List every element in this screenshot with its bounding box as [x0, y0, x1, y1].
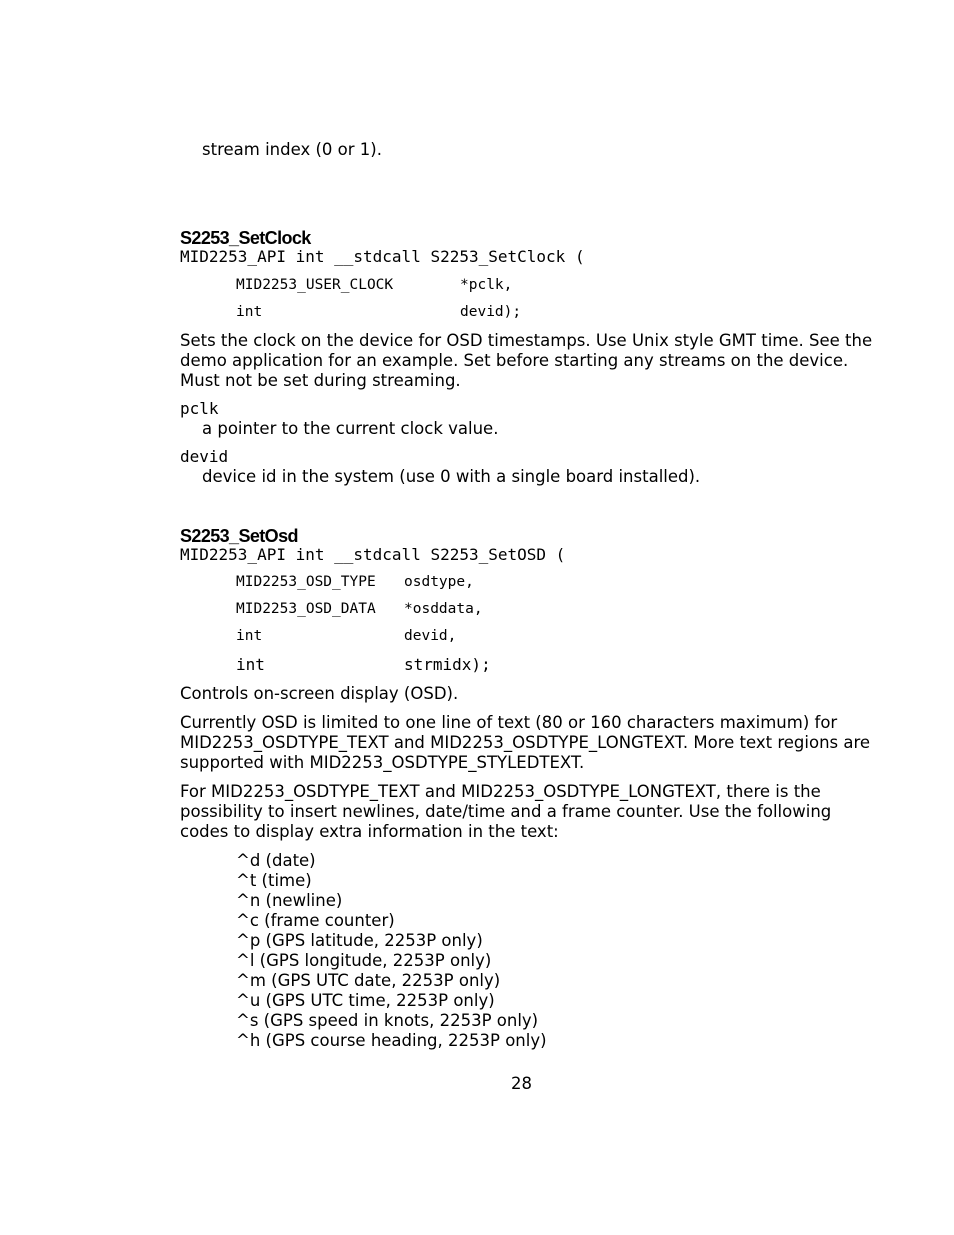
setclock-param-type: int [236, 304, 263, 320]
param-desc-devid: device id in the system (use 0 with a single board installed). [202, 467, 701, 486]
setclock-param-name: *pclk, [460, 277, 513, 293]
setclock-description: Sets the clock on the device for OSD timestamps. Use Unix style GMT time. See the demo application for an example. Set before starting any streams on the device. Must not be set during streaming. [180, 331, 873, 390]
param-name-devid: devid [180, 447, 229, 466]
setosd-param-type: MID2253_OSD_TYPE [236, 574, 376, 590]
setosd-para-1: Controls on-screen display (OSD). [180, 684, 459, 703]
page-number: 28 [511, 1074, 532, 1093]
osd-code-item: ^d (date) [236, 851, 316, 870]
osd-code-item: ^p (GPS latitude, 2253P only) [236, 931, 483, 950]
osd-codes-list [236, 851, 547, 1051]
continued-param-desc: stream index (0 or 1). [202, 140, 382, 159]
setosd-param-name: osdtype, [404, 574, 474, 590]
setosd-title: S2253_SetOsd [180, 526, 298, 546]
setclock-param-name: devid); [460, 304, 522, 320]
setosd-para-3: For MID2253_OSDTYPE_TEXT and MID2253_OSDTYPE_LONGTEXT, there is the possibility to insert newlines, date/time and a frame counter. Use the following codes to display extra information in the text: [180, 782, 832, 841]
osd-code-item: ^s (GPS speed in knots, 2253P only) [236, 1011, 539, 1030]
setclock-param-type: MID2253_USER_CLOCK [236, 277, 394, 293]
osd-code-item: ^c (frame counter) [236, 911, 395, 930]
osd-code-item: ^m (GPS UTC date, 2253P only) [236, 971, 501, 990]
osd-code-item: ^l (GPS longitude, 2253P only) [236, 951, 492, 970]
setosd-param-name: *osddata, [404, 601, 483, 617]
setosd-param-type: int [236, 655, 265, 674]
setosd-param-name: strmidx); [404, 655, 491, 674]
param-desc-pclk: a pointer to the current clock value. [202, 419, 499, 438]
setclock-title: S2253_SetClock [180, 228, 311, 248]
setosd-param-name: devid, [404, 628, 457, 644]
osd-code-item: ^n (newline) [236, 891, 343, 910]
setosd-param-type: MID2253_OSD_DATA [236, 601, 376, 617]
osd-code-item: ^t (time) [236, 871, 312, 890]
setclock-signature: MID2253_API int __stdcall S2253_SetClock ( [180, 247, 585, 266]
setosd-para-2: Currently OSD is limited to one line of text (80 or 160 characters maximum) for MID2253_OSDTYPE_TEXT and MID2253_OSDTYPE_LONGTEXT. More text regions are supported with MID2253_OSDTYPE_STYLEDTEXT. [180, 713, 871, 772]
setosd-param-type: int [236, 628, 263, 644]
param-name-pclk: pclk [180, 399, 219, 418]
osd-code-item: ^u (GPS UTC time, 2253P only) [236, 991, 495, 1010]
osd-code-item: ^h (GPS course heading, 2253P only) [236, 1031, 547, 1050]
setosd-signature: MID2253_API int __stdcall S2253_SetOSD ( [180, 545, 566, 564]
